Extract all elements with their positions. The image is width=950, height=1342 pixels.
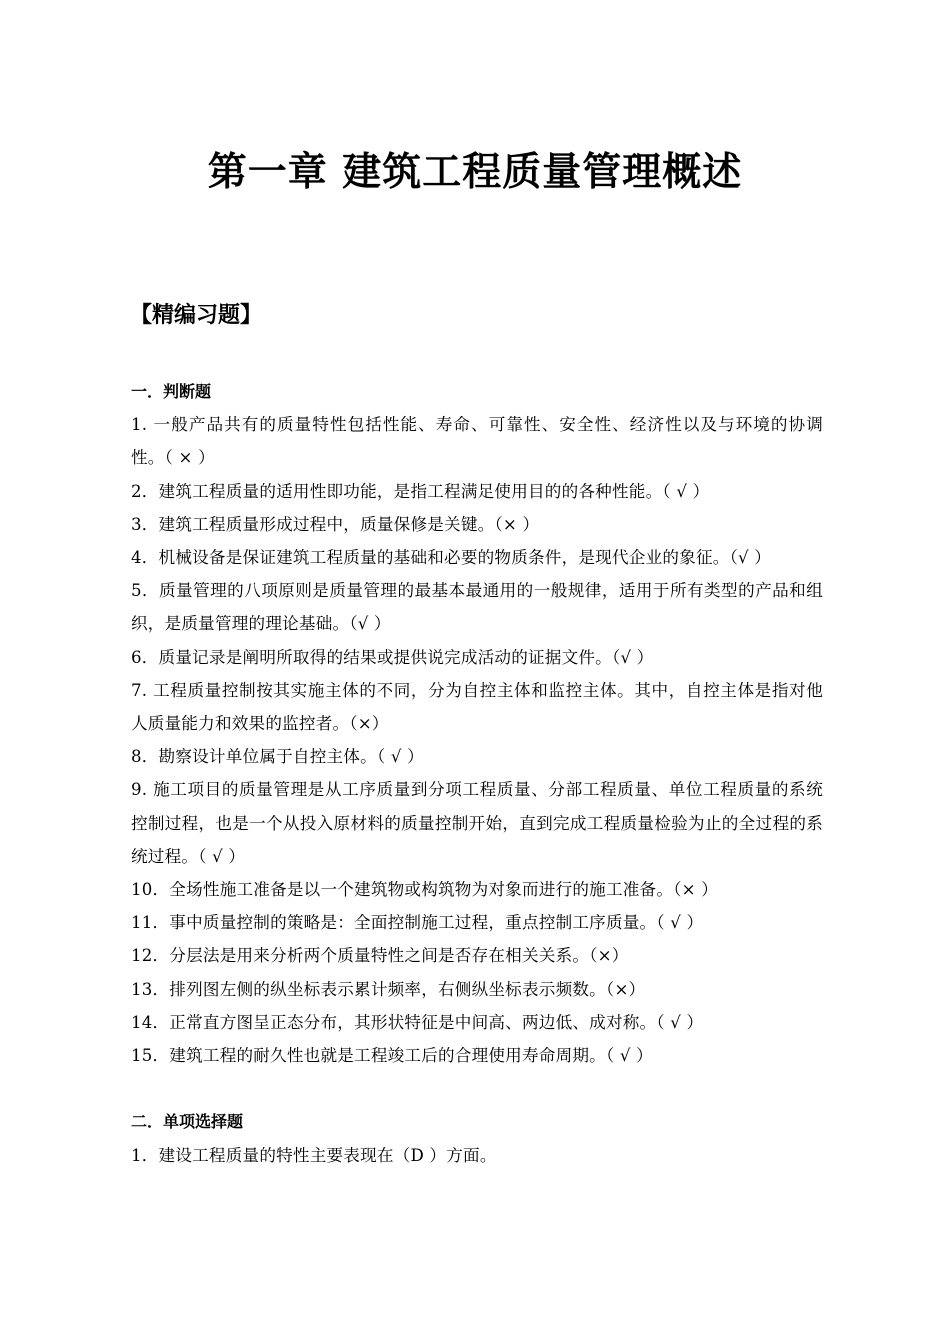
question-item: 4．机械设备是保证建筑工程质量的基础和必要的物质条件，是现代企业的象征。（√ ） [131, 548, 772, 567]
part-true-false [131, 375, 823, 1072]
question-item: 6．质量记录是阐明所取得的结果或提供说完成活动的证据文件。（√ ） [131, 647, 654, 667]
question-item: 11．事中质量控制的策略是：全面控制施工过程，重点控制工序质量。（ √ ） [131, 913, 704, 933]
exercise-content [131, 375, 823, 1172]
chapter-title: 第一章 建筑工程质量管理概述 [207, 149, 743, 195]
section-heading: 【精编习题】 [130, 302, 263, 328]
question-item: 12．分层法是用来分析两个质量特性之间是否存在相关关系。（×） [131, 946, 629, 966]
question-item: 2．建筑工程质量的适用性即功能，是指工程满足使用目的的各种性能。（ √ ） [131, 481, 710, 501]
question-item: 3．建筑工程质量形成过程中，质量保修是关键。（× ） [131, 514, 540, 534]
question-item: 14．正常直方图呈正态分布，其形状特征是中间高、两边低、成对称。（ √ ） [131, 1012, 704, 1032]
question-item: 5．质量管理的八项原则是质量管理的最基本最通用的一般规律，适用于所有类型的产品和组织，是质量管理的理论基础。（√ ） [131, 581, 823, 634]
part-heading: 二．单项选择题 [131, 1112, 244, 1132]
question-item: 15．建筑工程的耐久性也就是工程竣工后的合理使用寿命周期。（ √ ） [131, 1046, 653, 1066]
question-item: 1．建设工程质量的特性主要表现在（D ）方面。 [131, 1145, 497, 1165]
question-item: 1. 一般产品共有的质量特性包括性能、寿命、可靠性、安全性、经济性以及与环境的协调性。（ × ） [131, 415, 823, 468]
question-item: 10．全场性施工准备是以一个建筑物或构筑物为对象而进行的施工准备。（× ） [131, 880, 718, 900]
question-item: 9. 施工项目的质量管理是从工序质量到分项工程质量、分部工程质量、单位工程质量的系统控制过程，也是一个从投入原材料的质量控制开始，直到完成工程质量检验为止的全过程的系统过程。（ √ ） [131, 780, 823, 866]
part-single-choice [131, 1105, 823, 1171]
section-spacer [131, 1072, 823, 1105]
part-heading: 一．判断题 [131, 382, 212, 401]
question-item: 8．勘察设计单位属于自控主体。（ √ ） [131, 747, 424, 767]
question-item: 13．排列图左侧的纵坐标表示累计频率，右侧纵坐标表示频数。（×） [131, 979, 646, 999]
question-item: 7. 工程质量控制按其实施主体的不同，分为自控主体和监控主体。其中，自控主体是指对他人质量能力和效果的监控者。（×） [131, 680, 823, 734]
